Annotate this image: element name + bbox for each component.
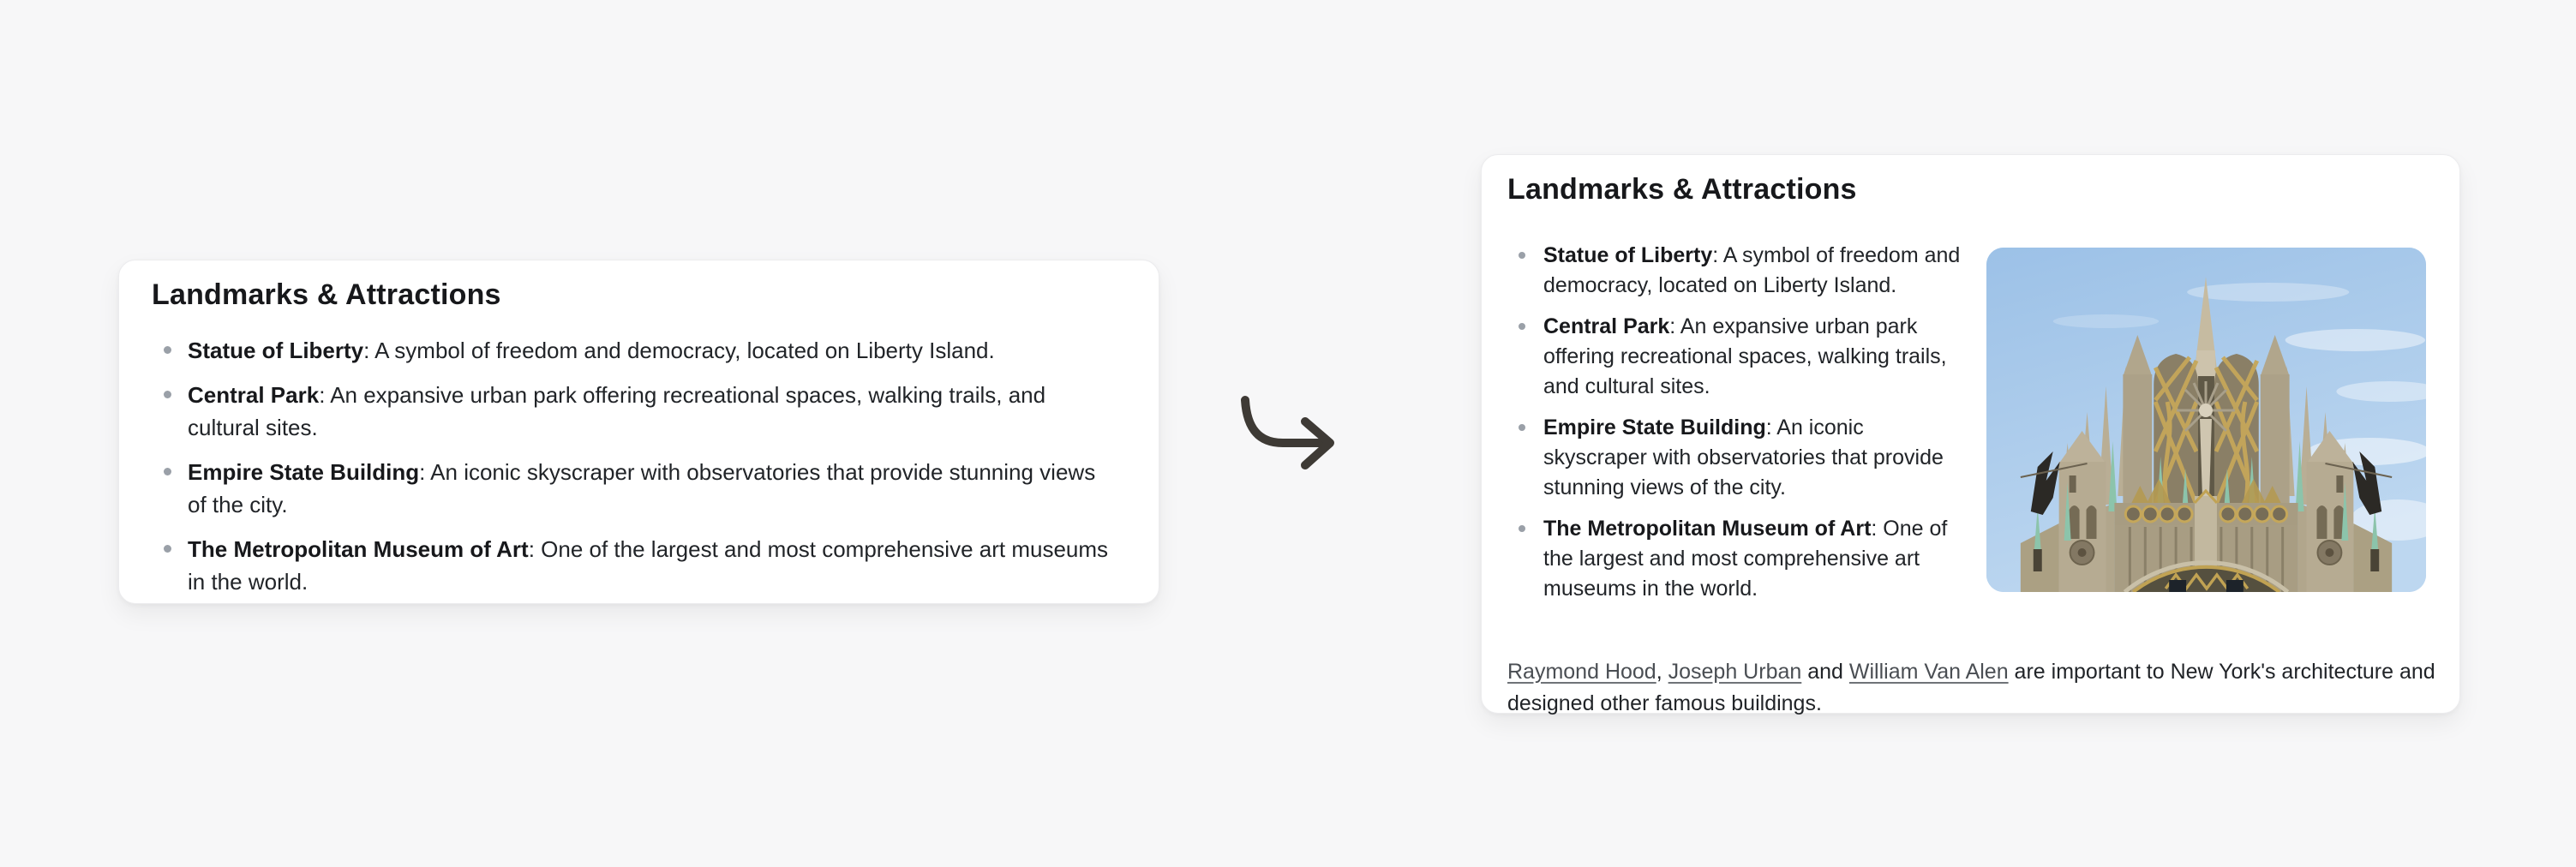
building-photo [1986, 248, 2426, 592]
landmark-list [1519, 241, 1964, 604]
landmark-description: : An expansive urban park offering recreational spaces, walking trails, and cultural sites. [1543, 314, 1947, 398]
link-raymond-hood[interactable]: Raymond Hood [1507, 660, 1656, 684]
footer-separator: and [1801, 660, 1849, 684]
item-statue-of-liberty [1519, 241, 1964, 301]
page-title: Landmarks & Attractions [1507, 173, 1857, 206]
landmark-description: : A symbol of freedom and democracy, located on Liberty Island. [363, 338, 995, 363]
landmark-term: Statue of Liberty [188, 338, 364, 363]
landmarks-card-enriched [1481, 154, 2460, 714]
landmark-term: Statue of Liberty [1543, 243, 1713, 267]
footer-separator: , [1656, 660, 1668, 684]
link-william-van-alen[interactable]: William Van Alen [1848, 660, 2009, 684]
landmark-description: : A symbol of freedom and democracy, located on Liberty Island. [1543, 243, 1961, 297]
item-statue-of-liberty [164, 334, 1111, 367]
landmark-term: Central Park [1543, 314, 1670, 338]
bullet-dot [1519, 424, 1525, 431]
building-photo-illustration [1986, 248, 2426, 592]
bullet-dot [1519, 525, 1525, 532]
bullet-dot [1519, 323, 1525, 330]
landmark-description: : An expansive urban park offering recreational spaces, walking trails, and cultural sites. [188, 382, 1046, 440]
item-empire-state-building [164, 456, 1111, 521]
landmark-description: : An iconic skyscraper with observatories that provide stunning views of the city. [1543, 416, 1944, 499]
landmark-term: The Metropolitan Museum of Art [188, 536, 529, 562]
link-joseph-urban[interactable]: Joseph Urban [1668, 660, 1802, 684]
transform-arrow-icon [1236, 390, 1347, 475]
landmark-description: : An iconic skyscraper with observatories that provide stunning views of the city. [188, 459, 1096, 517]
architects-note [1507, 656, 2438, 720]
bullet-dot [1519, 252, 1525, 259]
item-metropolitan-museum [1519, 514, 1964, 604]
item-central-park [1519, 312, 1964, 402]
landmark-term: Empire State Building [188, 459, 420, 485]
landmark-description: : One of the largest and most comprehensive art museums in the world. [188, 536, 1109, 595]
item-empire-state-building [1519, 413, 1964, 503]
landmarks-card-plain [118, 260, 1159, 604]
landmark-term: The Metropolitan Museum of Art [1543, 517, 1872, 541]
landmark-list [164, 334, 1111, 598]
bullet-dot [164, 346, 171, 354]
bullet-dot [164, 391, 171, 398]
landmark-term: Empire State Building [1543, 416, 1766, 439]
bullet-dot [164, 468, 171, 475]
landmark-description: : One of the largest and most comprehensive art museums in the world. [1543, 517, 1948, 601]
item-metropolitan-museum [164, 533, 1111, 598]
page-title: Landmarks & Attractions [152, 278, 501, 311]
landmark-term: Central Park [188, 382, 320, 408]
item-central-park [164, 379, 1111, 444]
footer-text: are important to New York's architecture and designed other famous buildings. [1507, 660, 2435, 715]
bullet-dot [164, 545, 171, 553]
